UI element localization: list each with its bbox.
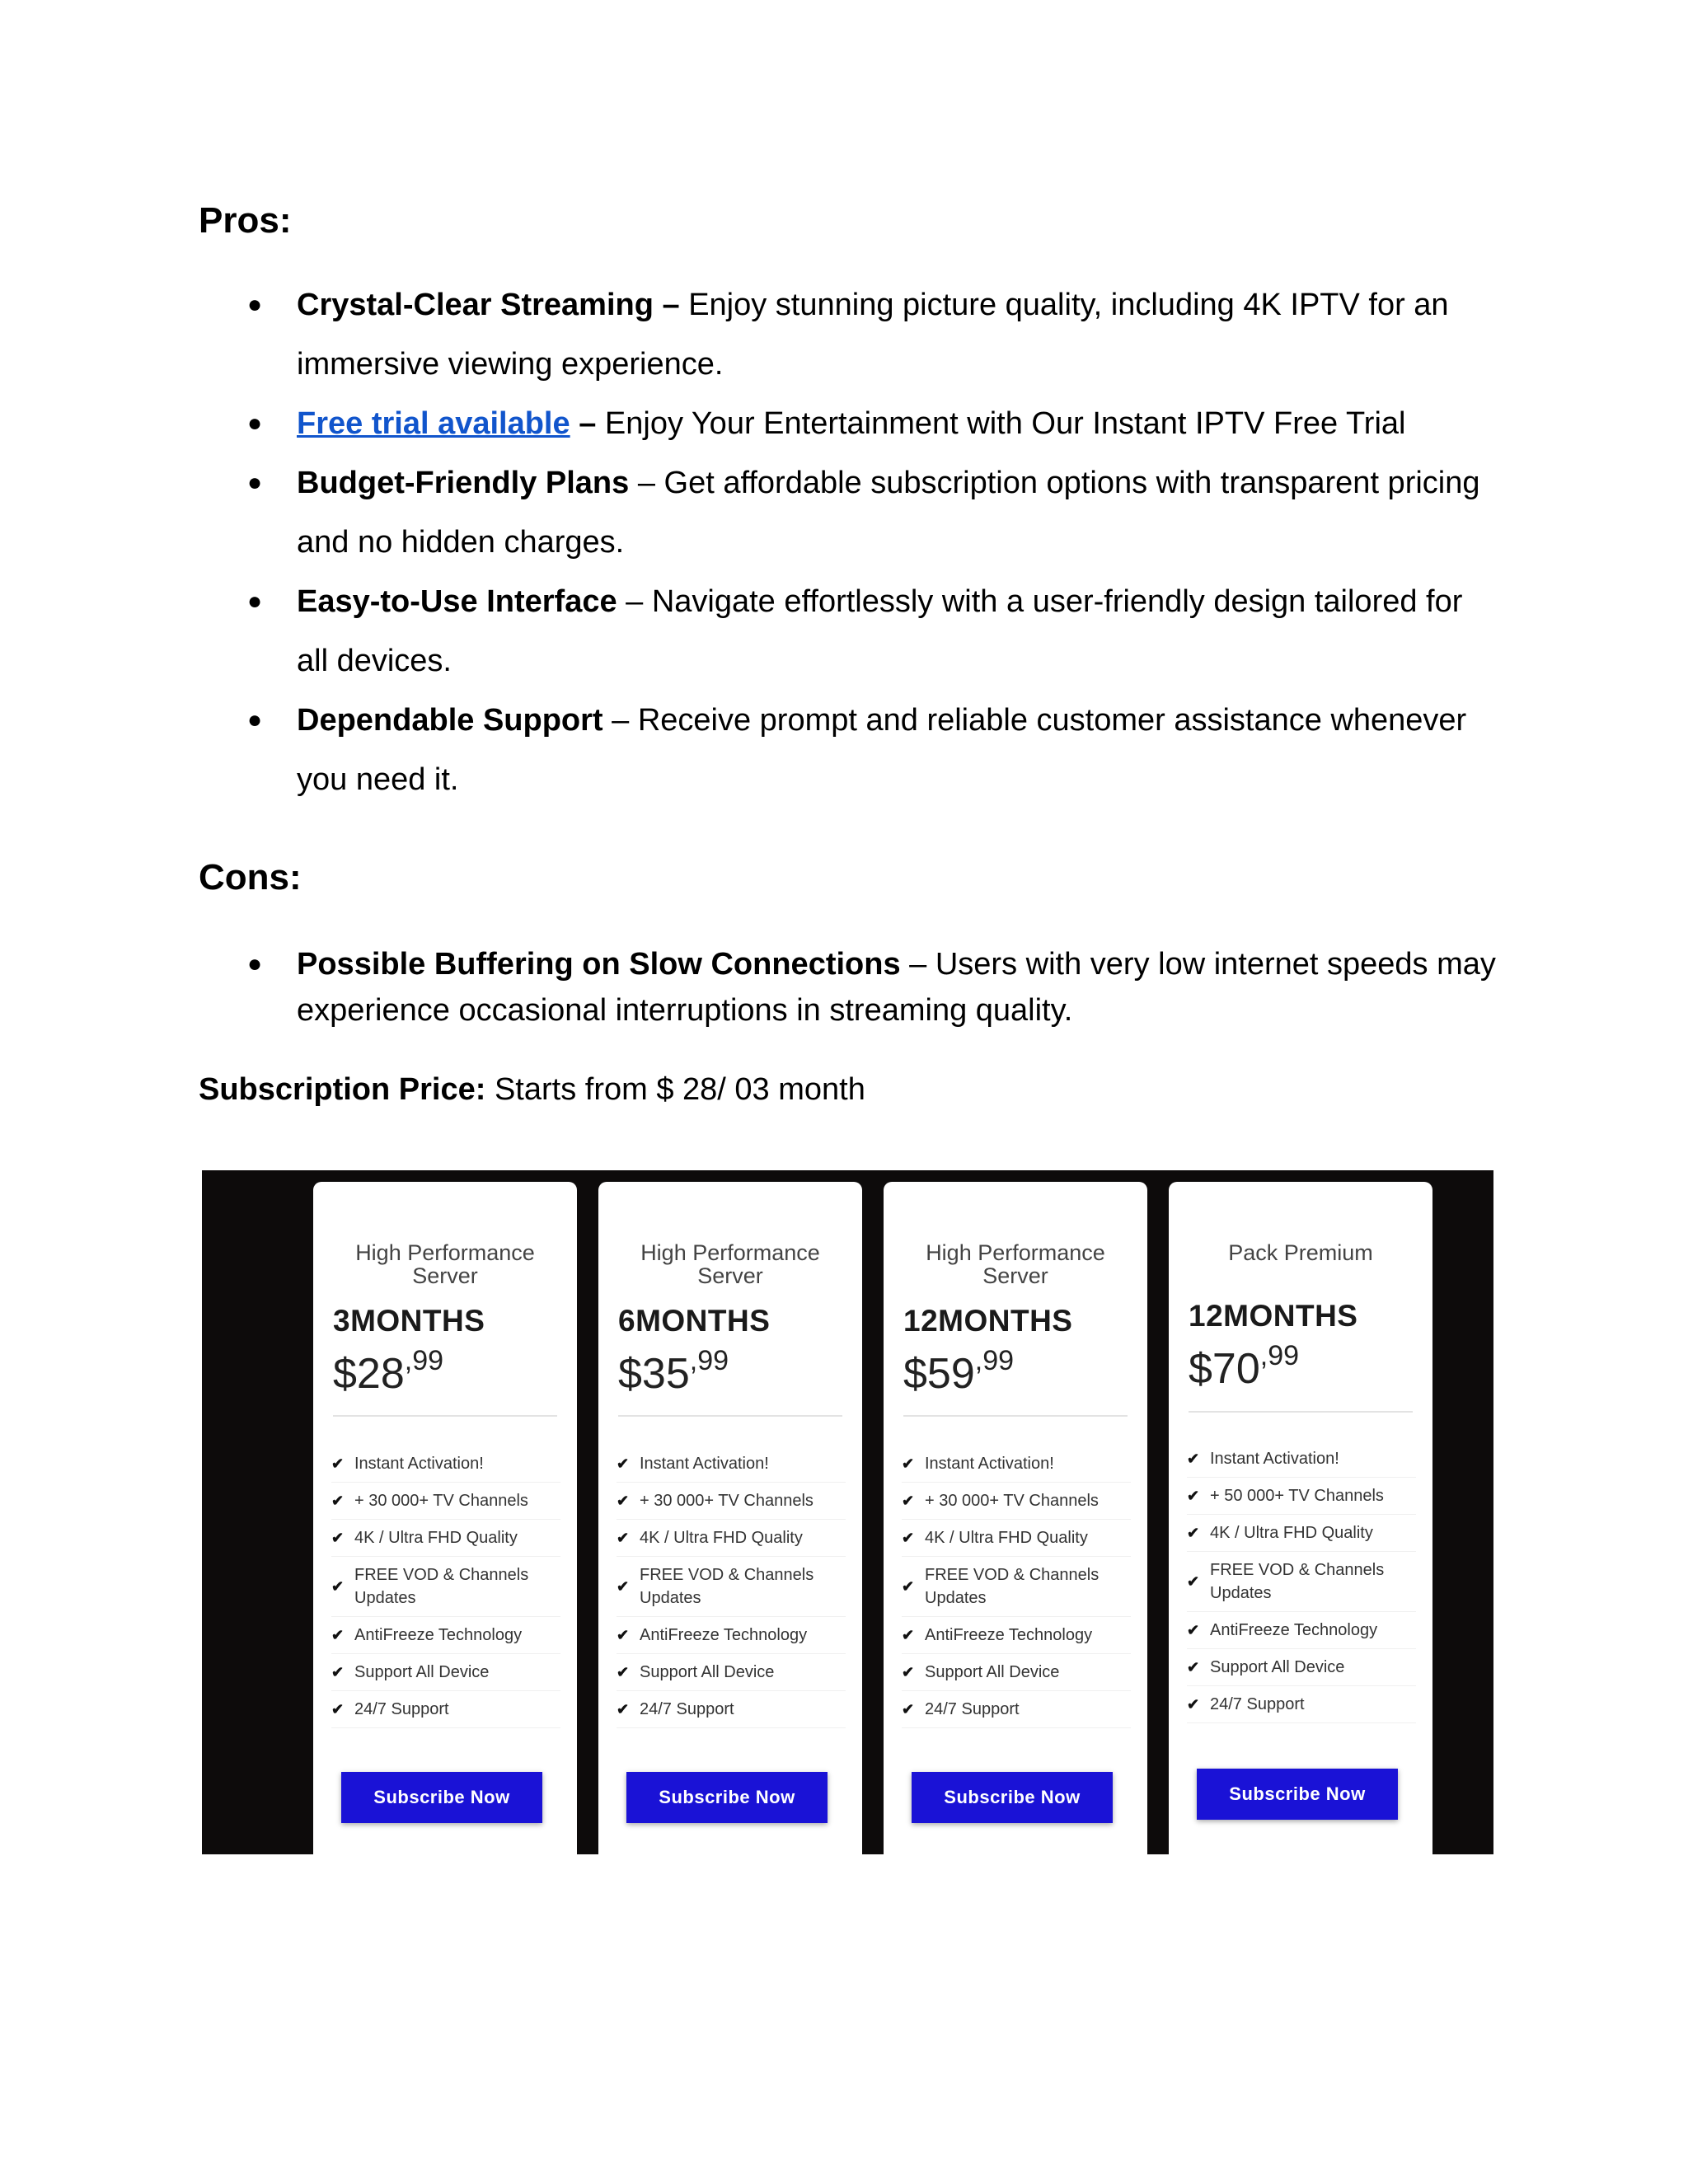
feature-item: [617, 1691, 846, 1728]
subscribe-now-button[interactable]: Subscribe Now: [1197, 1769, 1398, 1820]
divider: [1189, 1411, 1413, 1413]
bullet-icon: ●: [247, 706, 263, 733]
feature-label: + 30 000+ TV Channels: [925, 1492, 1099, 1510]
subscription-price-label: Subscription Price:: [199, 1072, 486, 1107]
con-text: – Users with very low internet speeds may experience occasional interruptions in streaming quality.: [297, 947, 1496, 1028]
plan-features: [617, 1446, 846, 1728]
feature-item: [1187, 1441, 1416, 1478]
feature-item: [331, 1483, 560, 1520]
feature-label: FREE VOD & Channels Updates: [354, 1566, 529, 1607]
pro-text: – Get affordable subscription options with transparent pricing and no hidden charges.: [297, 466, 1480, 560]
feature-item: [902, 1557, 1131, 1617]
check-icon: ✔: [331, 1455, 345, 1472]
check-icon: ✔: [617, 1455, 630, 1472]
feature-item: [902, 1446, 1131, 1483]
check-icon: ✔: [331, 1578, 345, 1595]
feature-label: FREE VOD & Channels Updates: [925, 1566, 1100, 1607]
plan-period: 12MONTHS: [1189, 1299, 1358, 1333]
check-icon: ✔: [902, 1627, 915, 1643]
divider: [333, 1415, 557, 1417]
list-item: [0, 691, 1500, 809]
plan-period: 12MONTHS: [903, 1304, 1073, 1338]
con-title: Possible Buffering on Slow Connections: [297, 947, 901, 982]
feature-label: 24/7 Support: [640, 1700, 734, 1718]
pro-title: Easy-to-Use Interface: [297, 584, 617, 619]
check-icon: ✔: [902, 1493, 915, 1509]
check-icon: ✔: [902, 1701, 915, 1718]
check-icon: ✔: [902, 1455, 915, 1472]
feature-item: [617, 1617, 846, 1654]
feature-label: Support All Device: [1210, 1658, 1345, 1676]
pro-text: – Navigate effortlessly with a user-friendly design tailored for all devices.: [297, 584, 1463, 678]
plan-price-main: $35: [618, 1350, 690, 1398]
feature-label: + 50 000+ TV Channels: [1210, 1487, 1384, 1505]
subscribe-now-button[interactable]: Subscribe Now: [626, 1772, 828, 1823]
plan-price-main: $70: [1189, 1345, 1260, 1393]
feature-item: [331, 1654, 560, 1691]
feature-label: Support All Device: [354, 1663, 490, 1681]
plan-server-name: Pack Premium: [1228, 1240, 1373, 1265]
feature-item: [617, 1446, 846, 1483]
bullet-icon: ●: [247, 950, 263, 977]
plan-server-name: High Performance Server: [355, 1240, 535, 1288]
feature-label: 4K / Ultra FHD Quality: [640, 1529, 803, 1547]
bullet-icon: ●: [247, 469, 263, 496]
list-item: [0, 572, 1500, 691]
feature-item: [902, 1617, 1131, 1654]
subscription-price-text: Starts from $ 28/ 03 month: [485, 1072, 865, 1107]
bullet-icon: ●: [247, 588, 263, 615]
check-icon: ✔: [331, 1627, 345, 1643]
pricing-card: [1169, 1182, 1432, 1854]
plan-price-cents: ,99: [1259, 1340, 1300, 1371]
feature-label: + 30 000+ TV Channels: [640, 1492, 814, 1510]
plan-price: [333, 1345, 443, 1399]
check-icon: ✔: [1187, 1659, 1200, 1675]
plan-price: [903, 1345, 1014, 1399]
pro-title: Crystal-Clear Streaming –: [297, 288, 680, 322]
pricing-card: [884, 1182, 1147, 1854]
feature-label: 4K / Ultra FHD Quality: [354, 1529, 518, 1547]
pro-text: Enjoy Your Entertainment with Our Instant IPTV Free Trial: [596, 406, 1406, 441]
feature-label: AntiFreeze Technology: [640, 1626, 808, 1644]
plan-period: 3MONTHS: [333, 1304, 485, 1338]
feature-label: 24/7 Support: [354, 1700, 449, 1718]
plan-features: [1187, 1441, 1416, 1723]
feature-label: Support All Device: [925, 1663, 1060, 1681]
list-item: [0, 275, 1500, 394]
plan-features: [331, 1446, 560, 1728]
plan-price: [618, 1345, 729, 1399]
feature-item: [617, 1520, 846, 1557]
plan-features: [902, 1446, 1131, 1728]
feature-label: AntiFreeze Technology: [925, 1626, 1093, 1644]
pricing-card: [313, 1182, 577, 1854]
feature-label: 24/7 Support: [925, 1700, 1020, 1718]
check-icon: ✔: [1187, 1573, 1200, 1590]
check-icon: ✔: [617, 1664, 630, 1680]
plan-period: 6MONTHS: [618, 1304, 771, 1338]
divider: [618, 1415, 842, 1417]
plan-price-cents: ,99: [404, 1345, 444, 1376]
plan-server-name: High Performance Server: [926, 1240, 1105, 1288]
check-icon: ✔: [617, 1530, 630, 1546]
feature-label: 4K / Ultra FHD Quality: [1210, 1524, 1373, 1542]
check-icon: ✔: [902, 1578, 915, 1595]
pricing-table-image: [202, 1170, 1493, 1854]
bullet-icon: ●: [247, 410, 263, 437]
feature-item: [1187, 1552, 1416, 1612]
pricing-card: [598, 1182, 862, 1854]
pros-heading: Pros:: [199, 200, 292, 241]
check-icon: ✔: [331, 1530, 345, 1546]
feature-label: Instant Activation!: [1210, 1450, 1339, 1468]
pro-title: –: [570, 406, 597, 441]
feature-label: 4K / Ultra FHD Quality: [925, 1529, 1088, 1547]
subscription-price: [199, 1066, 865, 1113]
pro-text: – Receive prompt and reliable customer assistance whenever you need it.: [297, 703, 1467, 797]
feature-item: [902, 1654, 1131, 1691]
feature-item: [1187, 1515, 1416, 1552]
feature-label: FREE VOD & Channels Updates: [1210, 1561, 1385, 1602]
feature-item: [331, 1691, 560, 1728]
check-icon: ✔: [1187, 1488, 1200, 1504]
feature-item: [331, 1446, 560, 1483]
check-icon: ✔: [902, 1530, 915, 1546]
cons-list: [0, 941, 1688, 1033]
feature-label: AntiFreeze Technology: [1210, 1621, 1378, 1639]
feature-label: Instant Activation!: [925, 1455, 1054, 1473]
feature-label: Instant Activation!: [640, 1455, 769, 1473]
pro-title: Budget-Friendly Plans: [297, 466, 630, 500]
check-icon: ✔: [1187, 1525, 1200, 1541]
feature-item: [331, 1557, 560, 1617]
check-icon: ✔: [617, 1627, 630, 1643]
pro-text: Enjoy stunning picture quality, including 4K IPTV for an immersive viewing experience.: [297, 288, 1449, 382]
cons-heading: Cons:: [199, 857, 302, 898]
check-icon: ✔: [617, 1578, 630, 1595]
feature-item: [902, 1483, 1131, 1520]
check-icon: ✔: [331, 1701, 345, 1718]
list-item: [0, 941, 1500, 1033]
feature-item: [1187, 1612, 1416, 1649]
feature-item: [617, 1654, 846, 1691]
feature-item: [902, 1691, 1131, 1728]
feature-item: [331, 1617, 560, 1654]
plan-price: [1189, 1340, 1299, 1394]
list-item: [0, 453, 1500, 572]
check-icon: ✔: [617, 1493, 630, 1509]
check-icon: ✔: [1187, 1622, 1200, 1638]
plan-price-main: $28: [333, 1350, 405, 1398]
free-trial-link[interactable]: Free trial available: [297, 406, 570, 441]
feature-label: 24/7 Support: [1210, 1695, 1305, 1713]
check-icon: ✔: [617, 1701, 630, 1718]
feature-label: Instant Activation!: [354, 1455, 484, 1473]
plan-price-main: $59: [903, 1350, 975, 1398]
feature-item: [1187, 1686, 1416, 1723]
check-icon: ✔: [1187, 1451, 1200, 1467]
feature-item: [1187, 1649, 1416, 1686]
plan-price-cents: ,99: [689, 1345, 729, 1376]
subscribe-now-button[interactable]: Subscribe Now: [912, 1772, 1113, 1823]
feature-label: AntiFreeze Technology: [354, 1626, 523, 1644]
bullet-icon: ●: [247, 291, 263, 318]
feature-item: [617, 1483, 846, 1520]
check-icon: ✔: [331, 1493, 345, 1509]
check-icon: ✔: [1187, 1696, 1200, 1713]
pro-title: Dependable Support: [297, 703, 603, 738]
feature-label: FREE VOD & Channels Updates: [640, 1566, 814, 1607]
feature-label: Support All Device: [640, 1663, 775, 1681]
feature-item: [331, 1520, 560, 1557]
subscribe-now-button[interactable]: Subscribe Now: [341, 1772, 542, 1823]
plan-price-cents: ,99: [974, 1345, 1015, 1376]
divider: [903, 1415, 1128, 1417]
list-item: [0, 394, 1500, 453]
feature-item: [617, 1557, 846, 1617]
check-icon: ✔: [331, 1664, 345, 1680]
feature-label: + 30 000+ TV Channels: [354, 1492, 528, 1510]
check-icon: ✔: [902, 1664, 915, 1680]
feature-item: [902, 1520, 1131, 1557]
plan-server-name: High Performance Server: [640, 1240, 820, 1288]
feature-item: [1187, 1478, 1416, 1515]
pros-list: [0, 275, 1688, 809]
